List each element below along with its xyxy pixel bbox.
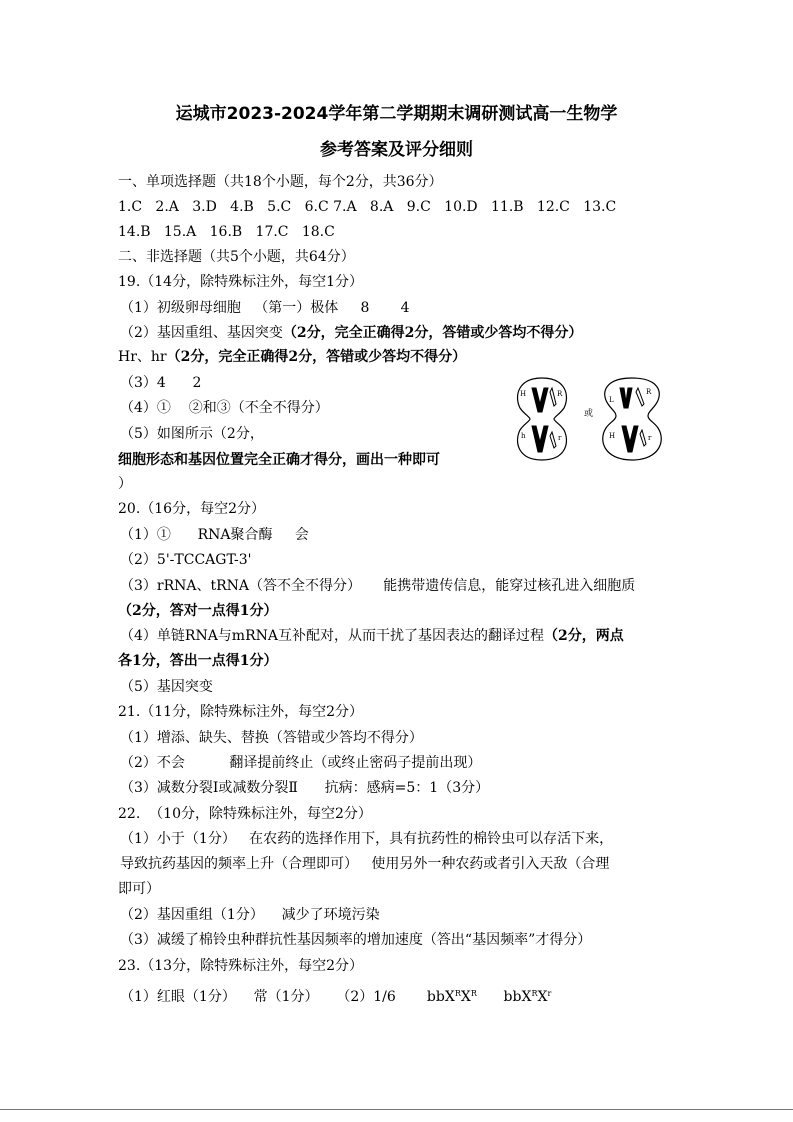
q23-sup-2: R: [470, 989, 477, 998]
figure-label-right-L: L: [609, 396, 614, 404]
q20-part5: （5）基因突变: [120, 679, 213, 695]
q20-part3: （3）rRNA、tRNA（答不全不得分） 能携带遗传信息，能穿过核孔进入细胞质: [120, 578, 636, 594]
figure-label-right-H: H: [609, 432, 616, 440]
q22-heading: 22. （10分，除特殊标注外，每空2分）: [118, 806, 372, 822]
q19-part2-line2: [118, 349, 466, 365]
q21-part1: （1）增添、缺失、替换（答错或少答均不得分）: [120, 730, 423, 746]
q19-part2: [120, 325, 582, 341]
q19-part2-answer: （2）基因重组、基因突变: [120, 325, 283, 341]
q22-part1-line3: 即可）: [118, 881, 160, 897]
figure-label-left-R: R: [557, 390, 563, 398]
answers-row-1: 1.C 2.A 3.D 4.B 5.C 6.C 7.A 8.A 9.C 10.D 11.B 12.C 13.C: [118, 199, 617, 215]
q20-part1: （1）① RNA聚合酶 会: [120, 527, 309, 543]
chromosomes-right: [620, 388, 646, 452]
q20-part3-note: （2分，答对一点得1分）: [118, 603, 278, 619]
q23-sup-1: R: [454, 989, 461, 998]
q19-part5-close: ）: [118, 476, 132, 492]
q23-sup-4: r: [547, 989, 552, 998]
figure-label-right-R: R: [646, 388, 652, 396]
q20-part4: [120, 628, 624, 644]
q22-part1-line2: 导致抗药基因的频率上升（合理即可） 使用另外一种农药或者引入天敌（合理: [120, 856, 610, 872]
q23-x-4: X: [537, 989, 548, 1005]
q23-answer-text: （1）红眼（1分） 常（1分） （2）1/6 bbX: [120, 989, 455, 1005]
answers-row-2: 14.B 15.A 16.B 17.C 18.C: [118, 224, 335, 240]
q19-part4: （4）① ②和③（不全不得分）: [120, 400, 329, 416]
q19-part2-note2: （2分，完全正确得2分，答错或少答均不得分）: [166, 349, 467, 365]
figure-label-left-h: h: [521, 432, 526, 440]
q23-heading: 23.（13分，除特殊标注外，每空2分）: [118, 958, 363, 974]
q23-genotype-2: bbX: [476, 989, 532, 1005]
figure-label-right-r: r: [648, 434, 652, 442]
cell-division-figure: [512, 374, 668, 464]
q19-part5: （5）如图所示（2分，: [120, 426, 264, 442]
q19-part3: （3）4 2: [120, 375, 202, 391]
chromosomes-left: [532, 388, 556, 452]
q20-heading: 20.（16分，每空2分）: [118, 501, 265, 517]
q21-heading: 21.（11分，除特殊标注外，每空2分）: [118, 704, 363, 720]
q20-part4-note2: 各1分，答出一点得1分）: [118, 653, 278, 669]
q23-sup-3: R: [531, 989, 538, 998]
page-title: 运城市2023-2024学年第二学期期末调研测试高一生物学: [175, 104, 618, 124]
q19-part1: （1）初级卵母细胞 （第一）极体 8 4: [120, 300, 410, 316]
q19-part5-note: 细胞形态和基因位置完全正确才得分，画出一种即可: [118, 452, 440, 468]
q23-x-2: X: [460, 989, 471, 1005]
section-2-heading: 二、非选择题（共5个小题，共64分）: [118, 249, 355, 265]
page-subtitle: 参考答案及评分细则: [320, 140, 473, 160]
q19-heading: 19.（14分，除特殊标注外，每空1分）: [118, 274, 363, 290]
q20-part4-note: （2分，两点: [543, 628, 624, 644]
q21-part3: （3）减数分裂Ⅰ或减数分裂Ⅱ 抗病：感病=5：1（3分）: [120, 780, 490, 796]
q22-part2: （2）基因重组（1分） 减少了环境污染: [120, 907, 380, 923]
figure-label-left-r: r: [558, 434, 562, 442]
section-1-heading: 一、单项选择题（共18个小题，每个2分，共36分）: [118, 174, 443, 190]
q22-part1: （1）小于（1分） 在农药的选择作用下，具有抗药性的棉铃虫可以存活下来，: [120, 831, 614, 847]
bottom-border-line: [0, 1109, 793, 1110]
figure-label-left-H: H: [520, 390, 527, 398]
q23-part1: [120, 986, 551, 1005]
q19-part2-genotypes: Hr、hr: [118, 349, 167, 365]
figure-or-label: 或: [584, 409, 594, 419]
q20-part2: （2）5'-TCCAGT-3': [120, 552, 252, 568]
q20-part4-answer: （4）单链RNA与mRNA互补配对，从而干扰了基因表达的翻译过程: [120, 628, 544, 644]
q21-part2: （2）不会 翻译提前终止（或终止密码子提前出现）: [120, 755, 482, 771]
q19-part2-note: （2分，完全正确得2分，答错或少答均不得分）: [282, 325, 583, 341]
q22-part3: （3）减缓了棉铃虫种群抗性基因频率的增加速度（答出“基因频率”才得分）: [120, 932, 592, 948]
